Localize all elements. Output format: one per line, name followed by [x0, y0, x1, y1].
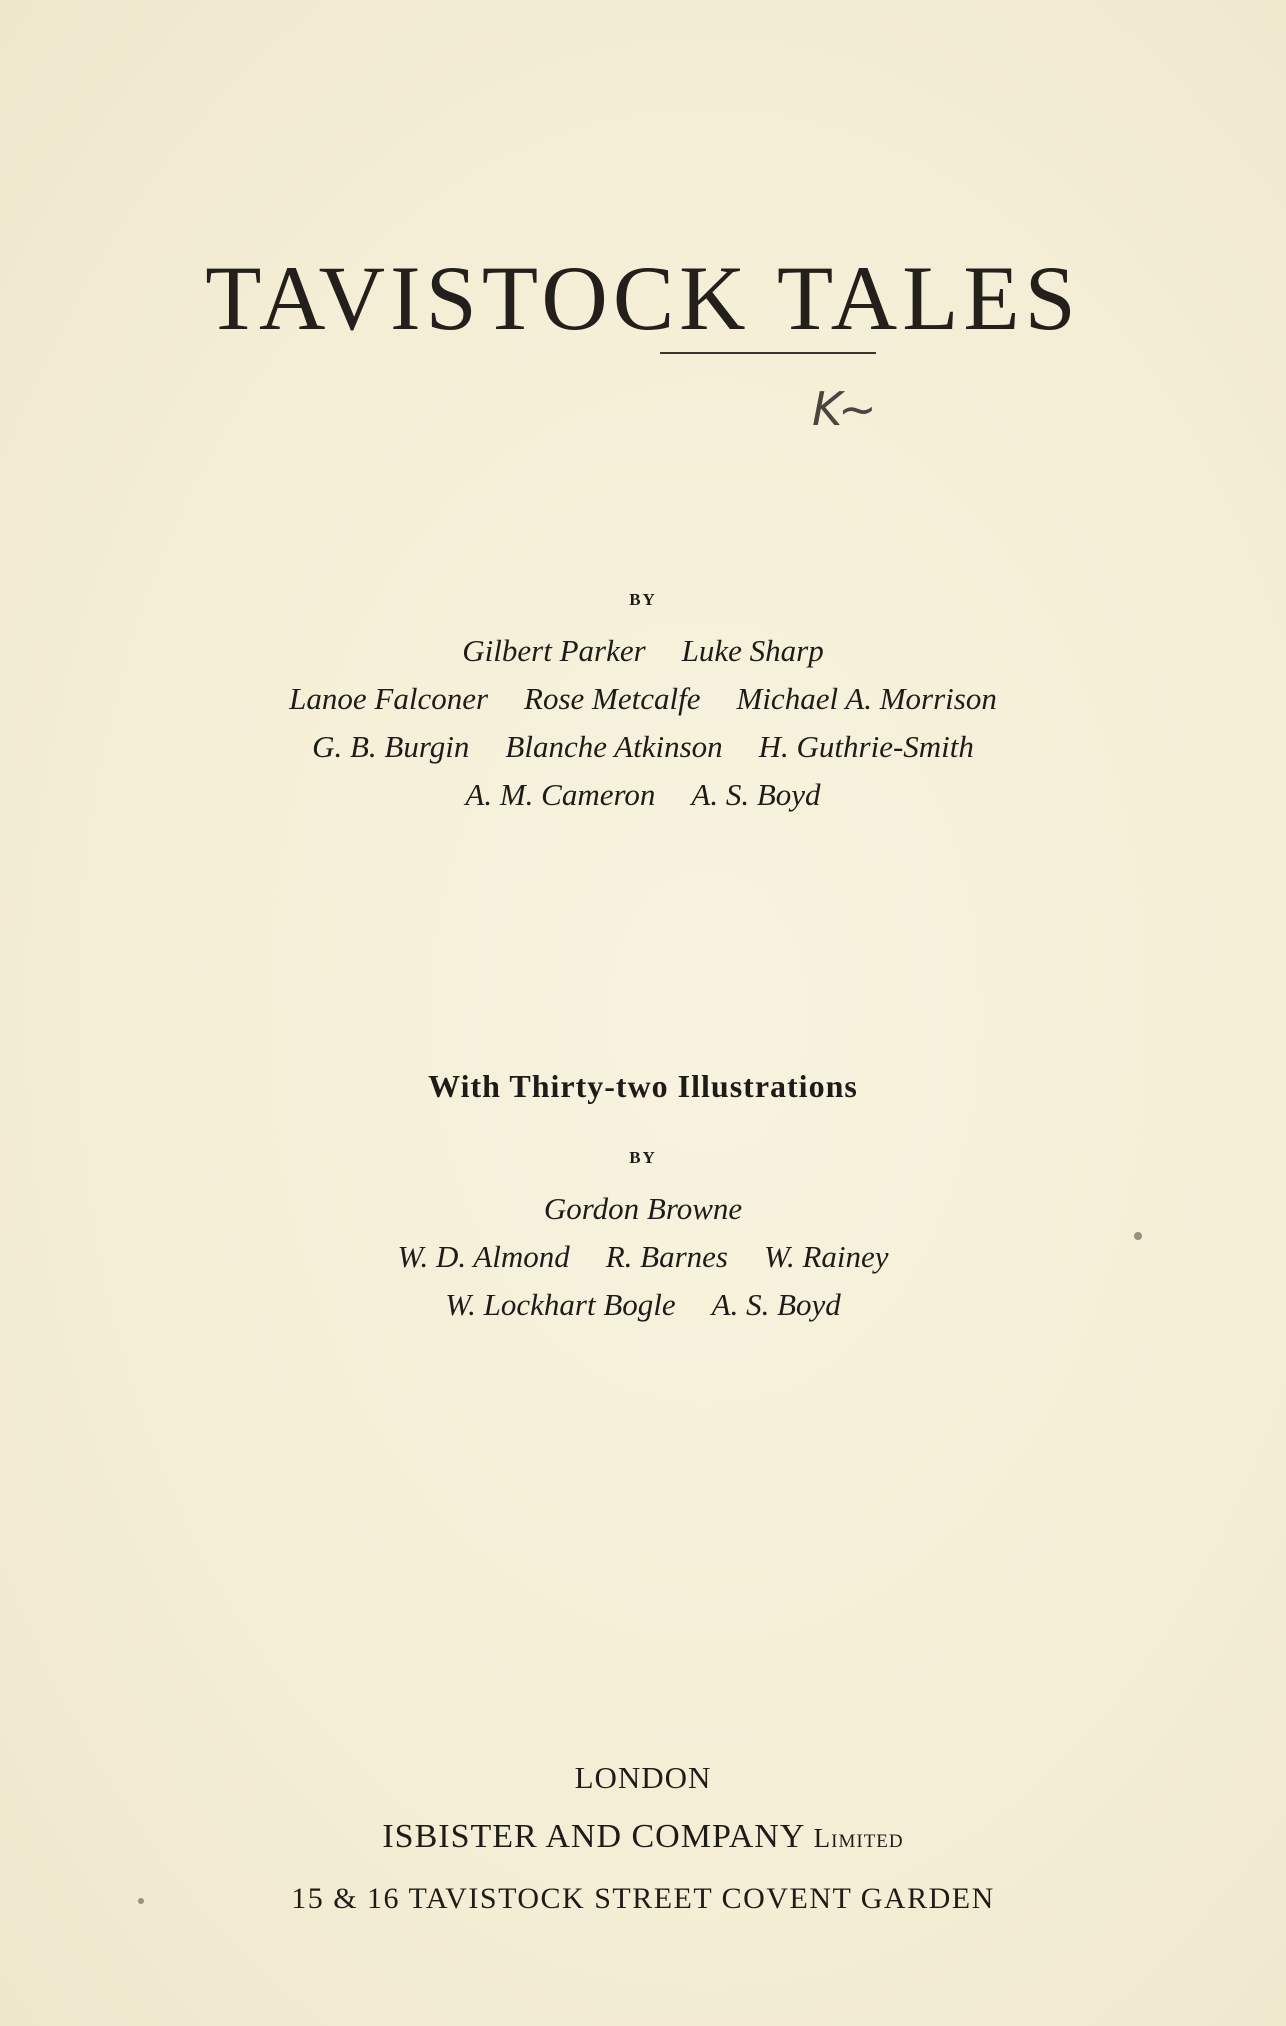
illustrator-name: Gordon Browne: [543, 1191, 743, 1226]
imprint-publisher: [0, 1818, 1286, 1856]
publisher-name: ISBISTER AND COMPANY: [382, 1818, 805, 1855]
author-name: Michael A. Morrison: [736, 681, 997, 716]
author-line-1: [0, 633, 1286, 669]
imprint-city: LONDON: [574, 1760, 712, 1795]
illustrator-name: W. D. Almond: [397, 1239, 570, 1274]
by-label-illustrators: BY: [629, 1148, 657, 1167]
illustrator-line-2: [0, 1239, 1286, 1275]
author-line-2: [0, 681, 1286, 717]
title-underline: [660, 352, 876, 354]
illustrator-name: W. Rainey: [763, 1239, 889, 1274]
author-name: Rose Metcalfe: [524, 681, 701, 716]
author-line-3: [0, 729, 1286, 765]
author-name: H. Guthrie-Smith: [758, 729, 974, 764]
illustrator-name: W. Lockhart Bogle: [445, 1287, 676, 1322]
illustrator-line-3: [0, 1287, 1286, 1323]
author-line-4: [0, 777, 1286, 813]
book-title: TAVISTOCK TALES: [205, 247, 1081, 349]
imprint-address: 15 & 16 TAVISTOCK STREET COVENT GARDEN: [291, 1882, 995, 1915]
publisher-suffix: Limited: [813, 1823, 904, 1853]
author-name: A. S. Boyd: [691, 777, 821, 812]
author-name: Luke Sharp: [681, 633, 824, 668]
by-label-authors: BY: [629, 590, 657, 609]
speck-mark: [1134, 1232, 1142, 1240]
author-name: G. B. Burgin: [312, 729, 470, 764]
illustrations-line: With Thirty-two Illustrations: [428, 1068, 858, 1104]
handwritten-mark: K~: [812, 382, 873, 436]
author-name: Lanoe Falconer: [289, 681, 489, 716]
illustrator-name: A. S. Boyd: [711, 1287, 841, 1322]
illustrator-name: R. Barnes: [605, 1239, 728, 1274]
author-name: Blanche Atkinson: [505, 729, 723, 764]
author-name: Gilbert Parker: [462, 633, 646, 668]
author-name: A. M. Cameron: [465, 777, 656, 812]
speck-mark: [138, 1898, 144, 1904]
illustrator-line-1: [0, 1191, 1286, 1227]
